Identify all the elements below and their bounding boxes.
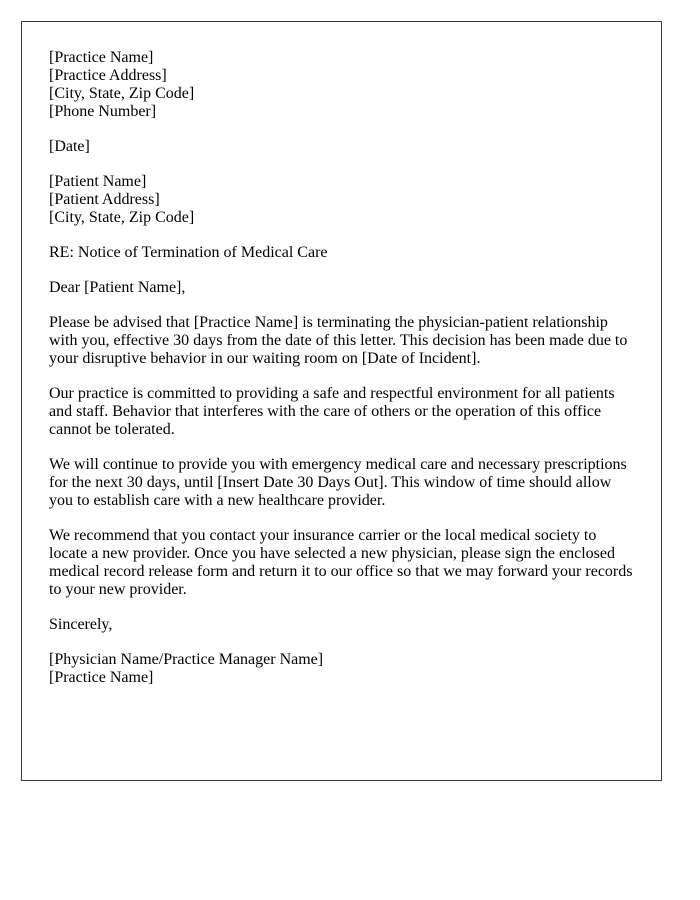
salutation: Dear [Patient Name], <box>49 279 186 296</box>
sender-practice-address: [Practice Address] <box>49 67 167 84</box>
recipient-address-block <box>49 173 637 227</box>
paragraph-continued-care: We will continue to provide you with emergency medical care and necessary prescriptions for the next 30 days, until [Insert Date 30 Days Out]. This window of time should allow you to establish care with a new healthcare provider. <box>49 456 627 509</box>
paragraph-practice-commitment: Our practice is committed to providing a safe and respectful environment for all patients and staff. Behavior that interferes with the care of others or the operation of this office cannot be tolerated. <box>49 385 615 438</box>
paragraph-termination-notice: Please be advised that [Practice Name] is terminating the physician-patient relationship with you, effective 30 days from the date of this letter. This decision has been made due to your disruptive behavior in our waiting room on [Date of Incident]. <box>49 314 628 367</box>
sender-city-state-zip: [City, State, Zip Code] <box>49 85 195 102</box>
date-line: [Date] <box>49 138 90 155</box>
closing: Sincerely, <box>49 616 113 633</box>
subject-line: RE: Notice of Termination of Medical Care <box>49 244 328 261</box>
signature-block <box>49 651 637 687</box>
signature-physician-name: [Physician Name/Practice Manager Name] <box>49 651 324 668</box>
sender-address-block <box>49 49 637 121</box>
recipient-patient-name: [Patient Name] <box>49 173 147 190</box>
sender-phone-number: [Phone Number] <box>49 103 157 120</box>
recipient-patient-address: [Patient Address] <box>49 191 160 208</box>
recipient-city-state-zip: [City, State, Zip Code] <box>49 209 195 226</box>
letter-body <box>49 49 637 687</box>
paragraph-new-provider: We recommend that you contact your insurance carrier or the local medical society to locate a new provider. Once you have selected a new physician, please sign the enclosed medical record release form and return it to our office so that we may forward your records to your new provider. <box>49 527 633 598</box>
signature-practice-name: [Practice Name] <box>49 669 154 686</box>
letter-document <box>21 21 662 781</box>
sender-practice-name: [Practice Name] <box>49 49 154 66</box>
